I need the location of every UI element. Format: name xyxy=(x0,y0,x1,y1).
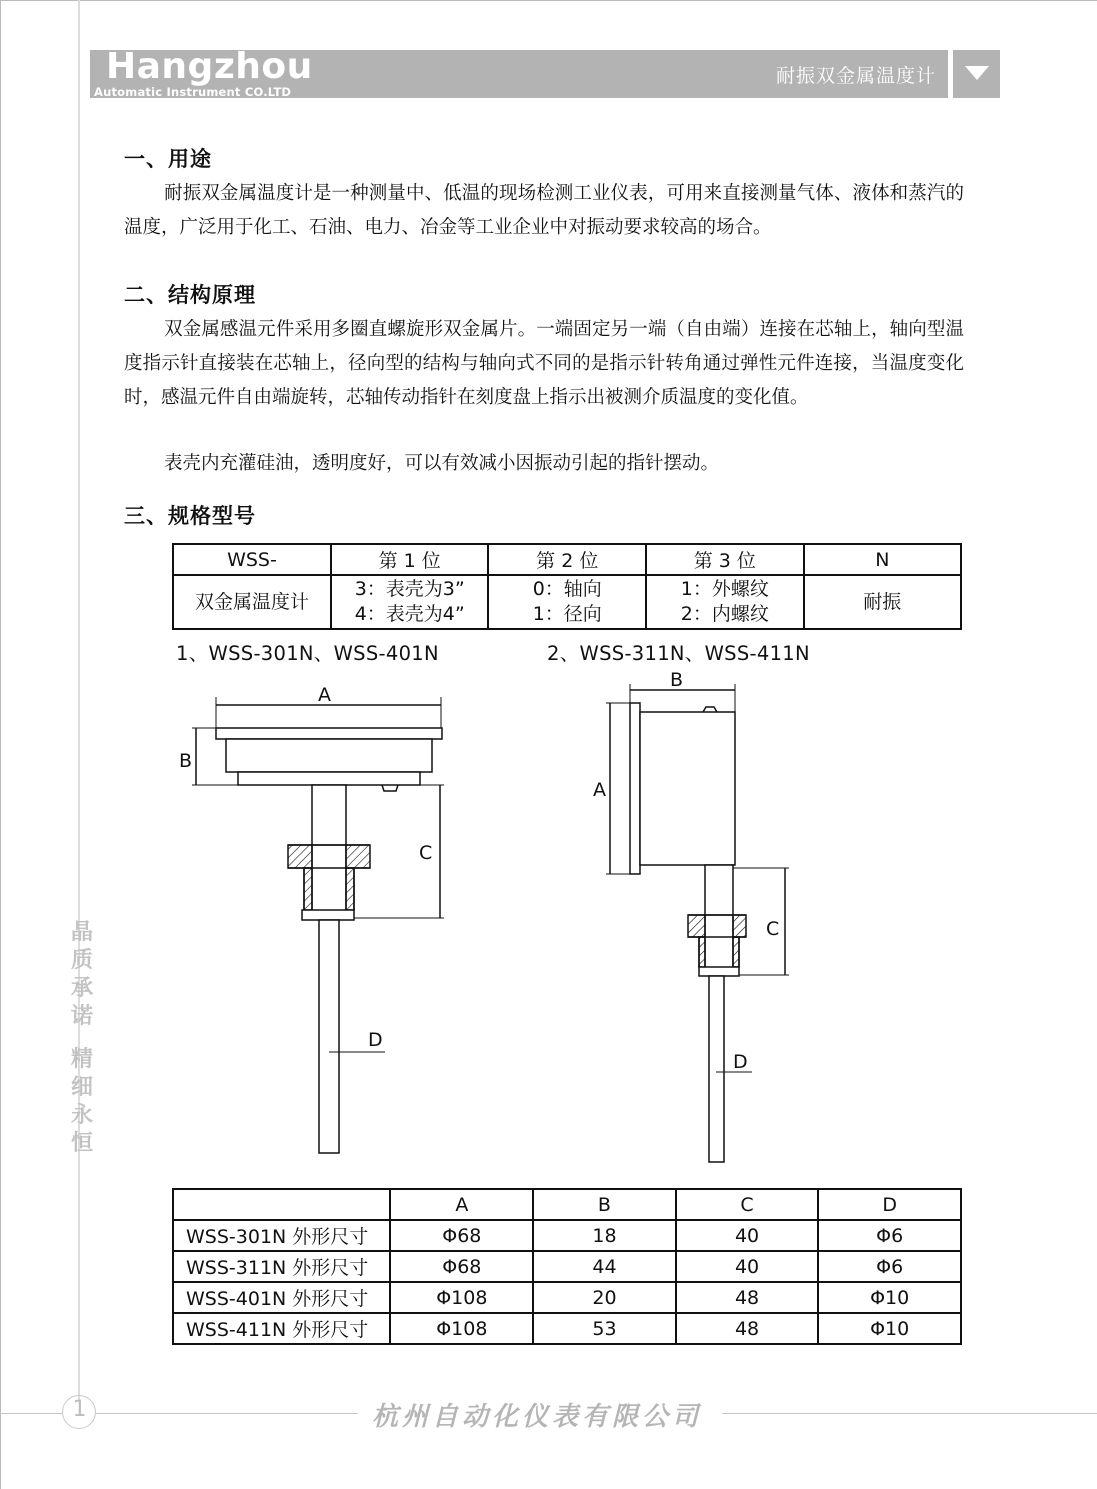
spec-cell-pos1: 3：表壳为3” 4：表壳为4” xyxy=(331,575,489,629)
dim-row-label: WSS-411N 外形尺寸 xyxy=(173,1313,390,1344)
dimension-label-a: A xyxy=(318,684,331,706)
dim-cell: Φ68 xyxy=(390,1251,533,1282)
figure-1-axial-drawing xyxy=(192,697,444,1153)
dim-cell: Φ68 xyxy=(390,1220,533,1251)
dim-header-cell: B xyxy=(533,1189,676,1220)
dim-cell: 44 xyxy=(533,1251,676,1282)
dim-cell: Φ6 xyxy=(818,1251,961,1282)
dim-row-label: WSS-301N 外形尺寸 xyxy=(173,1220,390,1251)
dimension-table xyxy=(172,1188,962,1345)
side-slogan-1: 晶 质 承 诺 xyxy=(70,919,93,1029)
dim-cell: 53 xyxy=(533,1313,676,1344)
spec-cell-pos2: 0：轴向 1：径向 xyxy=(488,575,646,629)
section-principle-paragraph-2: 表壳内充灌硅油，透明度好，可以有效减小因振动引起的指针摆动。 xyxy=(164,453,720,474)
spec-header-cell: 第 1 位 xyxy=(331,544,489,575)
section-heading-usage: 一、用途 xyxy=(124,146,212,171)
dim-cell: 40 xyxy=(676,1251,819,1282)
footer-company-name: 杭州自动化仪表有限公司 xyxy=(372,1402,703,1432)
spec-header-cell: 第 3 位 xyxy=(646,544,804,575)
table-row xyxy=(173,1220,961,1251)
dim-cell: 18 xyxy=(533,1220,676,1251)
dimension-label-c: C xyxy=(766,918,780,940)
spec-header-cell: WSS- xyxy=(173,544,331,575)
table-row xyxy=(173,1313,961,1344)
dimension-label-c: C xyxy=(419,842,433,864)
dimension-label-b: B xyxy=(670,669,684,691)
dim-cell: Φ6 xyxy=(818,1220,961,1251)
dim-header-cell: A xyxy=(390,1189,533,1220)
dim-header-cell: D xyxy=(818,1189,961,1220)
figure-1-caption: 1、WSS-301N、WSS-401N xyxy=(176,642,439,665)
spec-header-cell: 第 2 位 xyxy=(488,544,646,575)
dim-row-label: WSS-401N 外形尺寸 xyxy=(173,1282,390,1313)
spec-cell-pos3: 1：外螺纹 2：内螺纹 xyxy=(646,575,804,629)
dim-row-label: WSS-311N 外形尺寸 xyxy=(173,1251,390,1282)
figure-2-radial-drawing xyxy=(606,684,789,1162)
dim-cell: 40 xyxy=(676,1220,819,1251)
footer-rule-right xyxy=(722,1413,1097,1414)
table-row xyxy=(173,1189,961,1220)
dim-cell: Φ108 xyxy=(390,1282,533,1313)
table-row xyxy=(173,1282,961,1313)
dimension-label-d: D xyxy=(733,1051,748,1073)
dimension-label-d: D xyxy=(368,1029,383,1051)
spec-cell-n: 耐振 xyxy=(804,575,961,629)
footer-rule-left xyxy=(0,1413,62,1414)
page-number: 1 xyxy=(72,1397,87,1422)
section-heading-principle: 二、结构原理 xyxy=(124,282,256,307)
figure-2-caption: 2、WSS-311N、WSS-411N xyxy=(547,642,810,665)
table-row xyxy=(173,1251,961,1282)
dim-cell: Φ108 xyxy=(390,1313,533,1344)
spec-header-cell: N xyxy=(804,544,961,575)
dim-header-cell: C xyxy=(676,1189,819,1220)
logo-main-text: Hangzhou xyxy=(106,46,313,87)
section-usage-paragraph: 耐振双金属温度计是一种测量中、低温的现场检测工业仪表，可用来直接测量气体、液体和蒸汽的温度，广泛用于化工、石油、电力、冶金等工业企业中对振动要求较高的场合。 xyxy=(124,183,964,238)
dimension-label-a: A xyxy=(593,779,606,801)
section-heading-spec: 三、规格型号 xyxy=(124,503,256,528)
section-principle-paragraph: 双金属感温元件采用多圈直螺旋形双金属片。一端固定另一端（自由端）连接在芯轴上，轴向型温度指示针直接装在芯轴上，径向型的结构与轴向式不同的是指示针转角通过弹性元件连接，当温度变化时，感温元件自由端旋转，芯轴传动指针在刻度盘上指示出被测介质温度的变化值。 xyxy=(124,319,964,408)
logo-sub-text: Automatic Instrument CO.LTD xyxy=(94,85,292,99)
dim-cell: Φ10 xyxy=(818,1313,961,1344)
dim-cell: 48 xyxy=(676,1313,819,1344)
dim-header-cell xyxy=(173,1189,390,1220)
footer-rule-mid xyxy=(96,1413,358,1414)
dimension-label-b: B xyxy=(179,750,193,772)
header-title: 耐振双金属温度计 xyxy=(775,65,936,87)
dim-cell: 48 xyxy=(676,1282,819,1313)
dim-cell: 20 xyxy=(533,1282,676,1313)
spec-cell-name: 双金属温度计 xyxy=(173,575,331,629)
dim-cell: Φ10 xyxy=(818,1282,961,1313)
side-slogan-2: 精 细 永 恒 xyxy=(70,1046,93,1156)
